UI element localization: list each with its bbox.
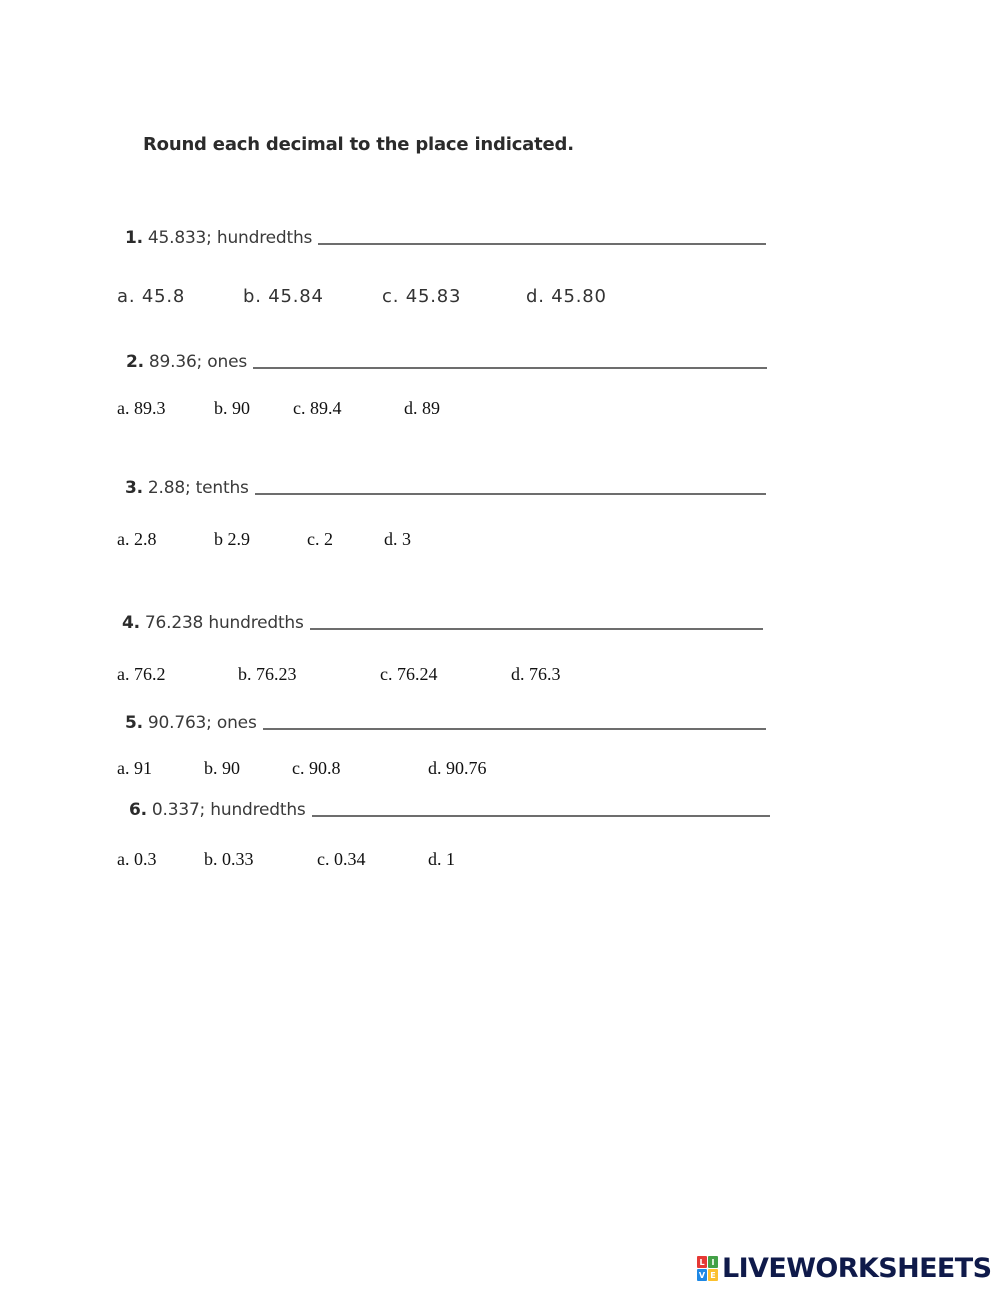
question-2 <box>126 352 767 372</box>
question-prompt: 90.763; ones <box>147 713 257 733</box>
question-prompt: 0.337; hundredths <box>151 800 306 820</box>
answer-line[interactable] <box>312 815 770 817</box>
liveworksheets-logo <box>697 1255 991 1282</box>
option-d[interactable]: d. 90.76 <box>428 758 487 778</box>
option-b[interactable]: b. 45.84 <box>243 286 324 307</box>
option-b[interactable]: b. 90 <box>204 758 240 778</box>
svg-text:V: V <box>698 1270 706 1280</box>
question-prompt: 2.88; tenths <box>147 478 249 498</box>
question-number: 6. <box>129 800 147 820</box>
option-c[interactable]: c. 76.24 <box>380 664 438 684</box>
svg-text:E: E <box>710 1270 716 1280</box>
answer-line[interactable] <box>318 243 766 245</box>
option-a[interactable]: a. 76.2 <box>117 664 166 684</box>
question-number: 1. <box>125 228 143 248</box>
option-c[interactable]: c. 0.34 <box>317 849 366 869</box>
option-a[interactable]: a. 2.8 <box>117 529 157 549</box>
answer-line[interactable] <box>253 367 767 369</box>
svg-text:I: I <box>711 1257 715 1267</box>
svg-text:L: L <box>699 1257 705 1267</box>
option-d[interactable]: d. 1 <box>428 849 455 869</box>
question-prompt: 76.238 hundredths <box>144 613 304 633</box>
answer-line[interactable] <box>310 628 763 630</box>
question-number: 2. <box>126 352 144 372</box>
question-prompt: 89.36; ones <box>148 352 247 372</box>
question-3 <box>125 478 766 498</box>
option-a[interactable]: a. 89.3 <box>117 398 166 418</box>
question-5 <box>125 713 766 733</box>
question-number: 5. <box>125 713 143 733</box>
option-a[interactable]: a. 0.3 <box>117 849 157 869</box>
option-c[interactable]: c. 2 <box>307 529 333 549</box>
question-number: 3. <box>125 478 143 498</box>
option-b[interactable]: b. 0.33 <box>204 849 254 869</box>
answer-line[interactable] <box>255 493 766 495</box>
option-c[interactable]: c. 45.83 <box>382 286 462 307</box>
instructions-heading: Round each decimal to the place indicated. <box>143 134 574 155</box>
option-a[interactable]: a. 91 <box>117 758 152 778</box>
question-number: 4. <box>122 613 140 633</box>
option-d[interactable]: d. 89 <box>404 398 440 418</box>
question-4 <box>122 613 763 633</box>
question-6 <box>129 800 770 820</box>
answer-line[interactable] <box>263 728 766 730</box>
option-b[interactable]: b 2.9 <box>214 529 250 549</box>
option-c[interactable]: c. 90.8 <box>292 758 341 778</box>
option-b[interactable]: b. 76.23 <box>238 664 297 684</box>
brand-name: LIVEWORKSHEETS <box>722 1253 992 1284</box>
question-prompt: 45.833; hundredths <box>147 228 313 248</box>
option-c[interactable]: c. 89.4 <box>293 398 342 418</box>
option-d[interactable]: d. 45.80 <box>526 286 607 307</box>
question-1 <box>125 228 766 248</box>
liveworksheets-logo-icon <box>697 1256 719 1282</box>
option-d[interactable]: d. 3 <box>384 529 411 549</box>
option-a[interactable]: a. 45.8 <box>117 286 186 307</box>
option-d[interactable]: d. 76.3 <box>511 664 561 684</box>
option-b[interactable]: b. 90 <box>214 398 250 418</box>
